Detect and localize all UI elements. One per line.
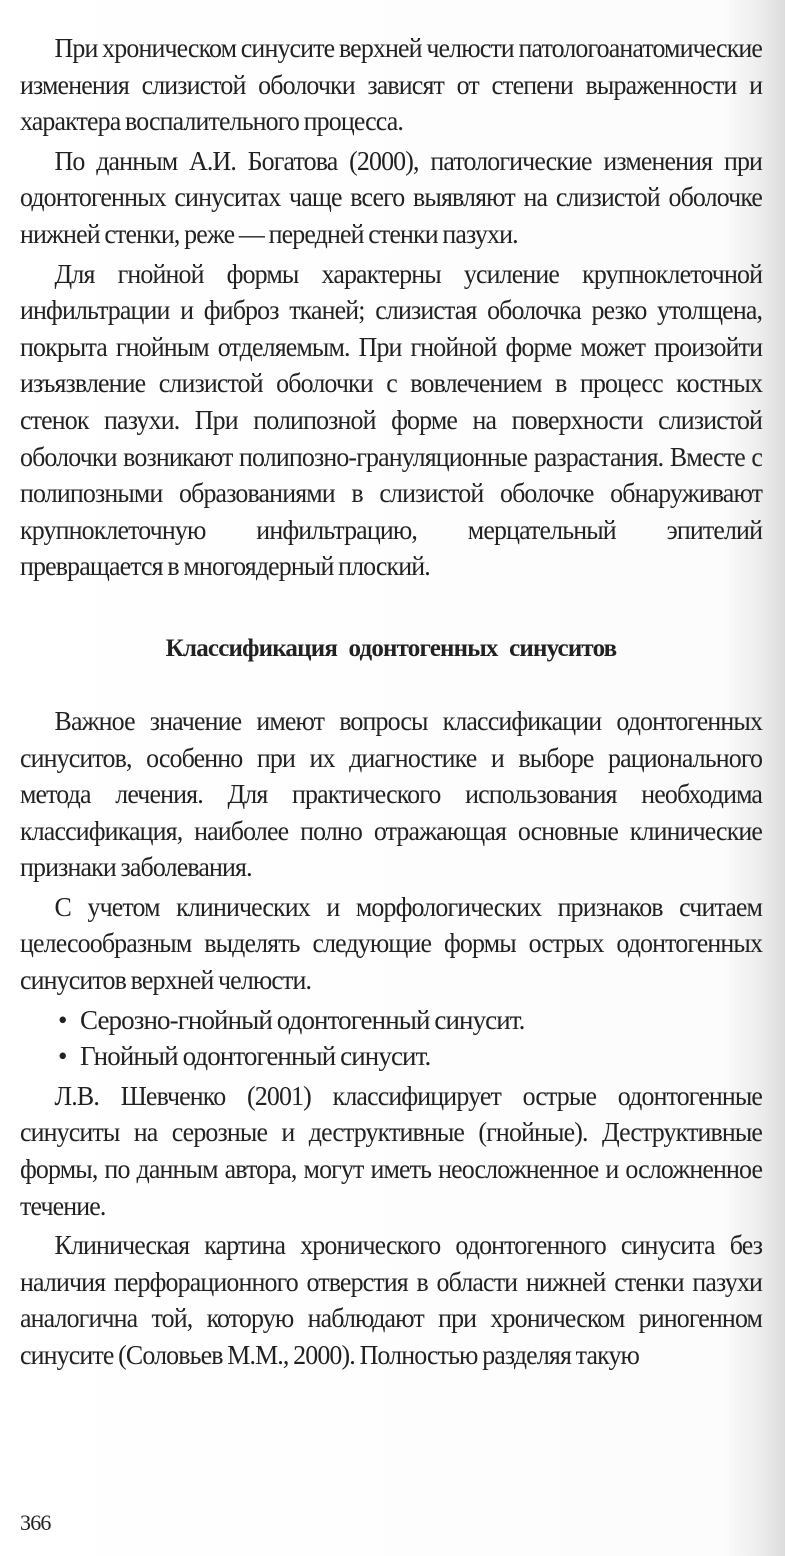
list-item-text: Гнойный одонтогенный синусит.	[80, 1041, 431, 1072]
paragraph-classification-importance: Важное значение имеют вопросы классификации одонтогенных синуситов, особенно при их диагностике и выборе рационального метода лечения. Для практического использования необходима классификация, наиболее полно отражающая основные клинические признаки заболевания.	[20, 705, 763, 883]
paragraph-purulent-form: Для гнойной формы характерны усиление крупноклеточной инфильтрации и фиброз тканей; слизистая оболочка резко утолщена, покрыта гнойным отделяемым. При гнойной форме может произойти изъязвление слизистой оболочки с вовлечением в процесс костных стенок пазухи. При полипозной форме на поверхности слизистой оболочки возникают полипозно-грануляционные разрастания. Вместе с полипозными образованиями в слизистой оболочке обнаруживают крупноклеточную инфильтрацию, мерцательный эпителий превращается в многоядерный плоский.	[20, 258, 763, 582]
list-item	[20, 1002, 762, 1039]
bullet-icon: •	[58, 1004, 67, 1035]
page-number: 366	[20, 1510, 51, 1535]
list-item-text: Серозно-гнойный одонтогенный синусит.	[80, 1004, 525, 1035]
paragraph-clinical-picture: Клиническая картина хронического одонтогенного синусита без наличия перфорационного отверстия в области нижней стенки пазухи аналогична той, которую наблюдают при хроническом риногенном синусите (Соловьев М.М., 2000). Полностью разделяя такую	[20, 1230, 763, 1370]
section-heading: Классификация одонтогенных синуситов	[165, 634, 617, 662]
paragraph-forms-intro: С учетом клинических и морфологических признаков считаем целесообразным выделять следующие формы острых одонтогенных синуситов верхней челюсти.	[20, 891, 763, 996]
paragraph-bogatov: По данным А.И. Богатова (2000), патологические изменения при одонтогенных синуситах чаще всего выявляют на слизистой оболочке нижней стенки, реже — передней стенки пазухи.	[20, 145, 763, 249]
paragraph-pathology-intro: При хроническом синусите верхней челюсти патологоанатомические изменения слизистой оболочки зависят от степени выраженности и характера воспалительного процесса.	[20, 33, 763, 137]
page-content	[20, 30, 762, 1377]
forms-list	[20, 1002, 762, 1075]
bullet-icon: •	[58, 1041, 67, 1072]
list-item	[20, 1038, 762, 1075]
paragraph-shevchenko: Л.В. Шевченко (2001) классифицирует острые одонтогенные синуситы на серозные и деструктивные (гнойные). Деструктивные формы, по данным автора, могут иметь неосложненное и осложненное течение.	[20, 1080, 763, 1221]
